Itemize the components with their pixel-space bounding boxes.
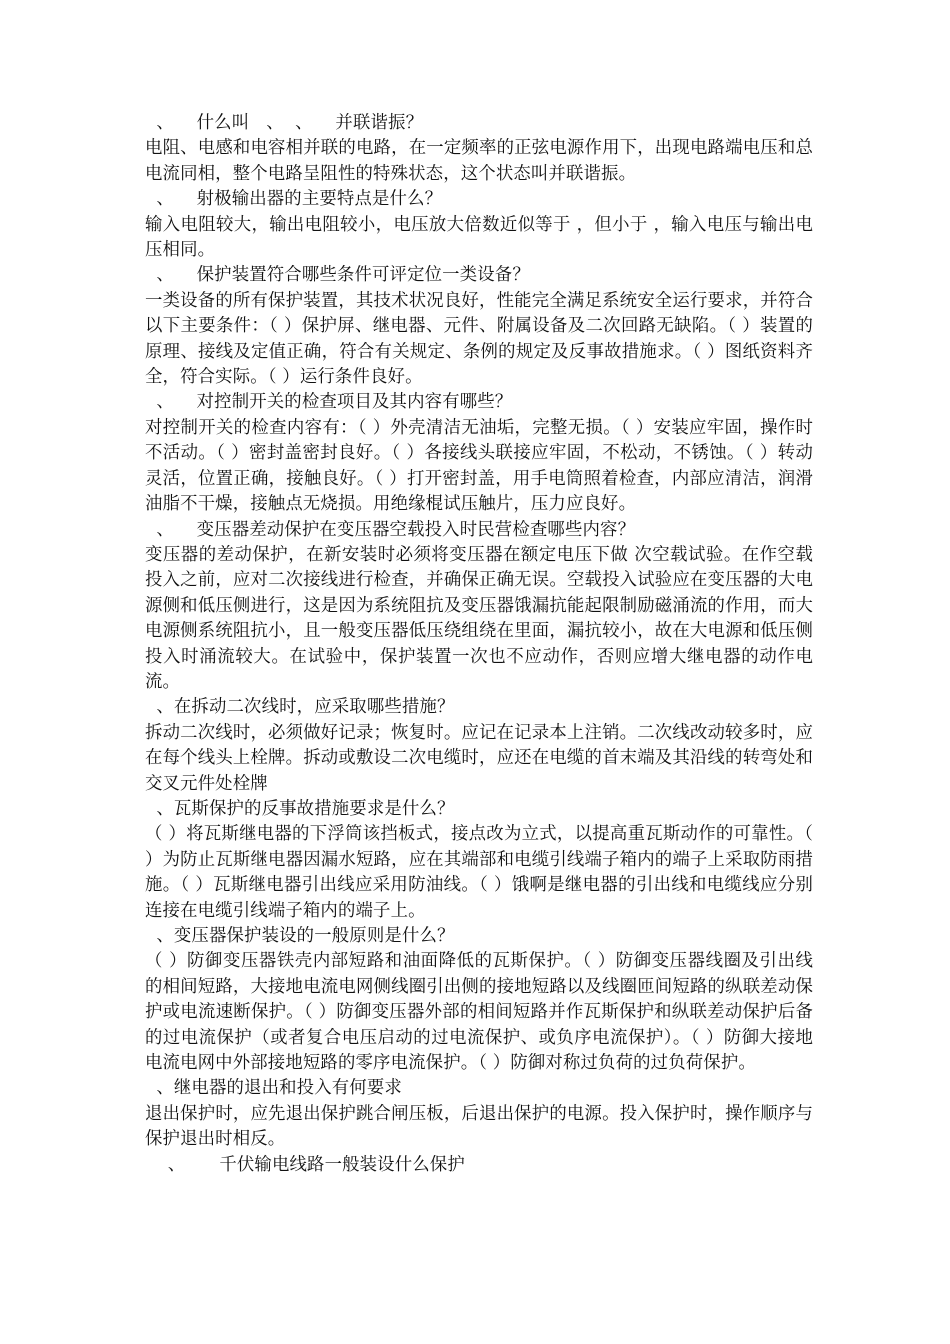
- answer-2: 输入电阻较大，输出电阻较小，电压放大倍数近似等于 ，但小于 ，输入电压与输出电压相同。: [145, 214, 813, 261]
- answer-6: 拆动二次线时，必须做好记录；恢复时。应记在记录本上注销。二次线改动较多时，应在每个线头上栓牌。拆动或敷设二次电缆时，应还在电缆的首末端及其沿线的转弯处和交叉元件处栓牌: [145, 722, 813, 794]
- question-7: 、瓦斯保护的反事故措施要求是什么？: [145, 798, 455, 819]
- answer-3: 一类设备的所有保护装置，其技术状况良好，性能完全满足系统安全运行要求，并符合以下主要条件：（ ）保护屏、继电器、元件、附属设备及二次回路无缺陷。（ ）装置的原理、接线及定值正确，符合有关规定、条例的规定及反事故措施求。（ ）图纸资料齐全，符合实际。（ ）运行条件良好。: [145, 290, 813, 388]
- question-2: 、 射极输出器的主要特点是什么？: [145, 189, 443, 210]
- answer-4: 对控制开关的检查内容有：（ ）外壳清洁无油垢，完整无损。（ ）安装应牢固，操作时不活动。（ ）密封盖密封良好。（ ）各接线头联接应牢固，不松动，不锈蚀。（ ）转动灵活，位置正确，接触良好。（ ）打开密封盖，用手电筒照着检查，内部应清洁，润滑油脂不干燥，接触点无烧损。用绝缘棍试压触片，压力应良好。: [145, 417, 813, 515]
- question-4: 、 对控制开关的检查项目及其内容有哪些？: [145, 392, 513, 413]
- answer-7: （ ）将瓦斯继电器的下浮筒该挡板式，接点改为立式，以提高重瓦斯动作的可靠性。（ ）为防止瓦斯继电器因漏水短路，应在其端部和电缆引线端子箱内的端子上采取防雨措施。（ ）瓦斯继电器引出线应采用防油线。（ ）饿啊是继电器的引出线和电缆线应分别连接在电缆引线端子箱内的端子上。: [145, 824, 813, 921]
- question-3: 、 保护装置符合哪些条件可评定位一类设备？: [145, 265, 530, 286]
- question-8: 、变压器保护装设的一般原则是什么？: [145, 926, 455, 946]
- answer-8: （ ）防御变压器铁壳内部短路和油面降低的瓦斯保护。（ ）防御变压器线圈及引出线的相间短路，大接地电流电网侧线圈引出侧的接地短路以及线圈匝间短路的纵联差动保护或电流速断保护。（ ）防御变压器外部的相间短路并作瓦斯保护和纵联差动保护后备的过电流保护（或者复合电压启动的过电流保护、或负序电流保护）。（ ）防御大接地电流电网中外部接地短路的零序电流保护。（ ）防御对称过负荷的过负荷保护。: [145, 951, 813, 1074]
- answer-5: 变压器的差动保护，在新安装时必须将变压器在额定电压下做 次空载试验。在作空载投入之前，应对二次接线进行检查，并确保正确无误。空载投入试验应在变压器的大电源侧和低压侧进行，这是因为系统阻抗及变压器饿漏抗能起限制励磁涌流的作用，而大电源侧系统阻抗小，且一般变压器低压绕组绕在里面，漏抗较小，故在大电源和低压侧投入时涌流较大。在试验中，保护装置一次也不应动作，否则应增大继电器的动作电流。: [145, 544, 813, 692]
- document-page: [145, 111, 813, 1178]
- answer-9: 退出保护时，应先退出保护跳合闸压板，后退出保护的电源。投入保护时，操作顺序与保护退出时相反。: [145, 1103, 813, 1150]
- answer-1: 电阻、电感和电容相并联的电路，在一定频率的正弦电源作用下，出现电路端电压和总电流同相，整个电路呈阻性的特殊状态，这个状态叫并联谐振。: [145, 138, 813, 184]
- question-9: 、继电器的退出和投入有何要求: [145, 1078, 402, 1099]
- question-5: 、 变压器差动保护在变压器空载投入时民营检查哪些内容？: [145, 519, 636, 540]
- question-6: 、在拆动二次线时，应采取哪些措施？: [145, 697, 455, 718]
- question-1: 、 什么叫 、 、 并联谐振？: [145, 113, 424, 133]
- question-10: 、 千伏输电线路一般装设什么保护: [145, 1154, 465, 1175]
